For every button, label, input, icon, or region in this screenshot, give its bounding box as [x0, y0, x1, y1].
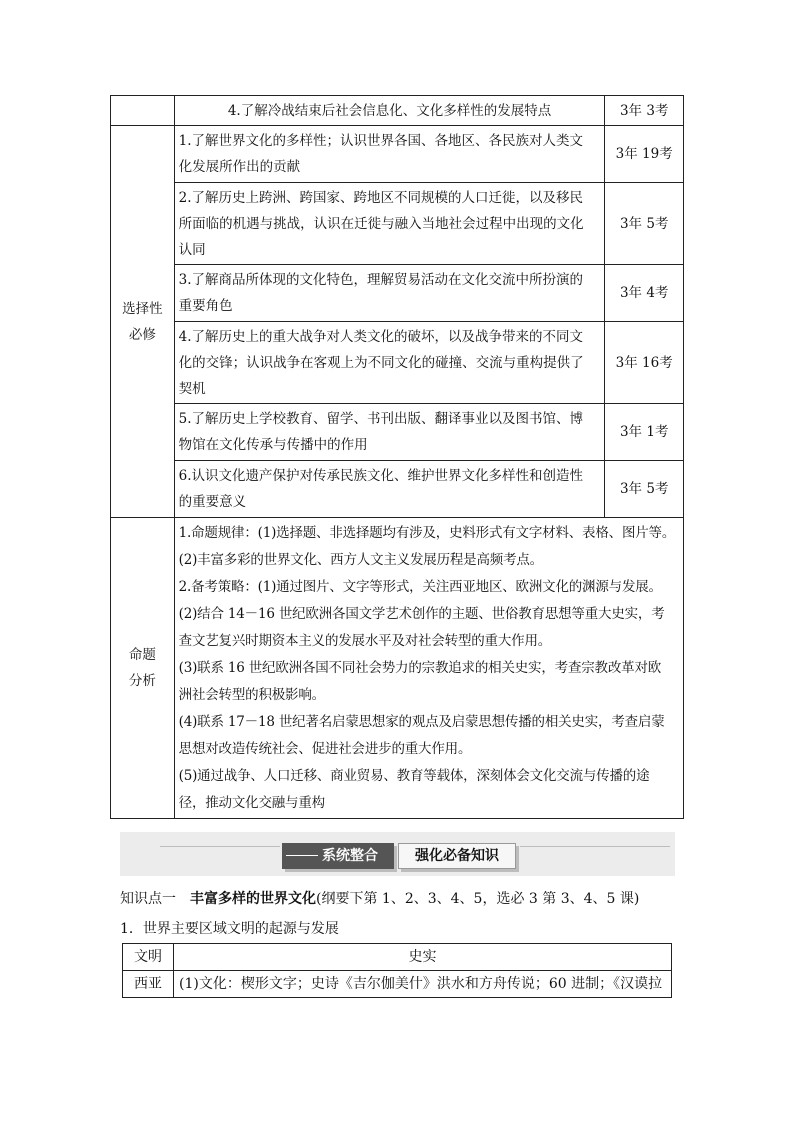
column-header: 史实: [174, 944, 672, 971]
table-row: [111, 461, 684, 518]
column-header: 文明: [123, 944, 174, 971]
table-row: [111, 96, 684, 126]
text-line: 物馆在文化传承与传播中的作用: [178, 437, 368, 453]
category-label: 命题: [128, 647, 156, 663]
table-row: [111, 322, 684, 404]
text-line: 契机: [178, 380, 206, 397]
text-line: 重要角色: [178, 298, 233, 314]
banner-divider: [160, 846, 280, 847]
banner-label-system: [282, 843, 394, 869]
category-cell-elective: [111, 126, 175, 518]
requirement-cell: [174, 265, 605, 322]
text-line: 5.了解历史上学校教育、留学、书刊出版、翻译事业以及图书馆、博: [178, 411, 584, 427]
civilization-cell: 西亚: [123, 971, 174, 998]
text-line: 思想对改造传统社会、促进社会进步的重大作用。: [178, 740, 472, 757]
text-line: (3)联系 16 世纪欧洲各国不同社会势力的宗教追求的相关史实，考查宗教改革对欧: [178, 659, 662, 676]
knowledge-point-label: 知识点一: [120, 891, 176, 907]
text-line: 1.了解世界文化的多样性；认识世界各国、各地区、各民族对人类文: [178, 133, 584, 149]
facts-cell: (1)文化：楔形文字；史诗《吉尔伽美什》洪水和方舟传说；60 进制；《汉谟拉: [174, 971, 672, 998]
requirement-cell: 4.了解冷战结束后社会信息化、文化多样性的发展特点: [174, 96, 605, 126]
frequency-cell: 3年 3考: [605, 96, 684, 126]
text-line: 认同: [178, 241, 206, 258]
curriculum-table: [110, 95, 684, 819]
requirement-cell: [174, 322, 605, 404]
text-line: 化发展所作出的贡献: [178, 159, 301, 175]
banner-label-knowledge: 强化必备知识: [398, 843, 516, 869]
category-cell-empty: [111, 96, 175, 126]
text-line: 3.了解商品所体现的文化特色，理解贸易活动在文化交流中所扮演的: [178, 272, 584, 288]
requirement-cell: [174, 461, 605, 518]
text-line: 2.备考策略：(1)通过图片、文字等形式，关注西亚地区、欧洲文化的渊源与发展。: [178, 578, 662, 595]
requirement-cell: [174, 183, 605, 265]
analysis-cell: [174, 518, 683, 819]
text-line: 的重要意义: [178, 494, 247, 510]
frequency-cell: 3年 5考: [605, 183, 684, 265]
text-line: (2)结合 14－16 世纪欧洲各国文学艺术创作的主题、世俗教育思想等重大史实，考: [178, 605, 665, 622]
knowledge-point-heading: [120, 888, 639, 908]
text-line: 4.了解历史上的重大战争对人类文化的破坏，以及战争带来的不同文: [178, 328, 584, 345]
frequency-cell: 3年 1考: [605, 404, 684, 461]
table-row: [111, 404, 684, 461]
requirement-cell: [174, 126, 605, 183]
table-row: [111, 518, 684, 819]
text-line: (4)联系 17－18 世纪著名启蒙思想家的观点及启蒙思想传播的相关史实，考查启蒙: [178, 713, 665, 730]
text-line: 化的交锋；认识战争在客观上为不同文化的碰撞、交流与重构提供了: [178, 354, 584, 371]
text-line: 6.认识文化遗产保护对传承民族文化、维护世界文化多样性和创造性: [178, 468, 584, 484]
text-line: 查文艺复兴时期资本主义的发展水平及对社会转型的重大作用。: [178, 632, 552, 649]
frequency-cell: 3年 4考: [605, 265, 684, 322]
table-row: [111, 126, 684, 183]
frequency-cell: 3年 16考: [605, 322, 684, 404]
text-line: 2.了解历史上跨洲、跨国家、跨地区不同规模的人口迁徙，以及移民: [178, 189, 584, 206]
civilization-table: [122, 943, 672, 998]
table-row: [111, 265, 684, 322]
banner-label-text: 系统整合: [322, 848, 378, 864]
subheading: 1．世界主要区域文明的起源与发展: [120, 921, 339, 937]
requirement-cell: [174, 404, 605, 461]
category-label: 分析: [128, 673, 156, 689]
category-label: 选择性: [122, 300, 163, 317]
text-line: 1.命题规律：(1)选择题、非选择题均有涉及，史料形式有文字材料、表格、图片等。: [178, 524, 676, 541]
text-line: 径，推动文化交融与重构: [178, 794, 325, 811]
knowledge-point-title: 丰富多样的世界文化: [190, 891, 316, 907]
frequency-cell: 3年 5考: [605, 461, 684, 518]
frequency-cell: 3年 19考: [605, 126, 684, 183]
knowledge-point-detail: (纲要下第 1、2、3、4、5，选必 3 第 3、4、5 课): [316, 891, 640, 907]
text-line: (5)通过战争、人口迁移、商业贸易、教育等载体，深刻体会文化交流与传播的途: [178, 767, 650, 784]
category-label: 必修: [128, 326, 156, 343]
text-line: (2)丰富多彩的世界文化、西方人文主义发展历程是高频考点。: [178, 551, 543, 568]
banner-divider: [520, 846, 670, 847]
table-row: [111, 183, 684, 265]
table-header-row: [123, 944, 672, 971]
text-line: 洲社会转型的积极影响。: [178, 686, 325, 703]
category-cell-analysis: [111, 518, 175, 819]
table-row: [123, 971, 672, 998]
text-line: 所面临的机遇与挑战，认识在迁徙与融入当地社会过程中出现的文化: [178, 215, 584, 232]
